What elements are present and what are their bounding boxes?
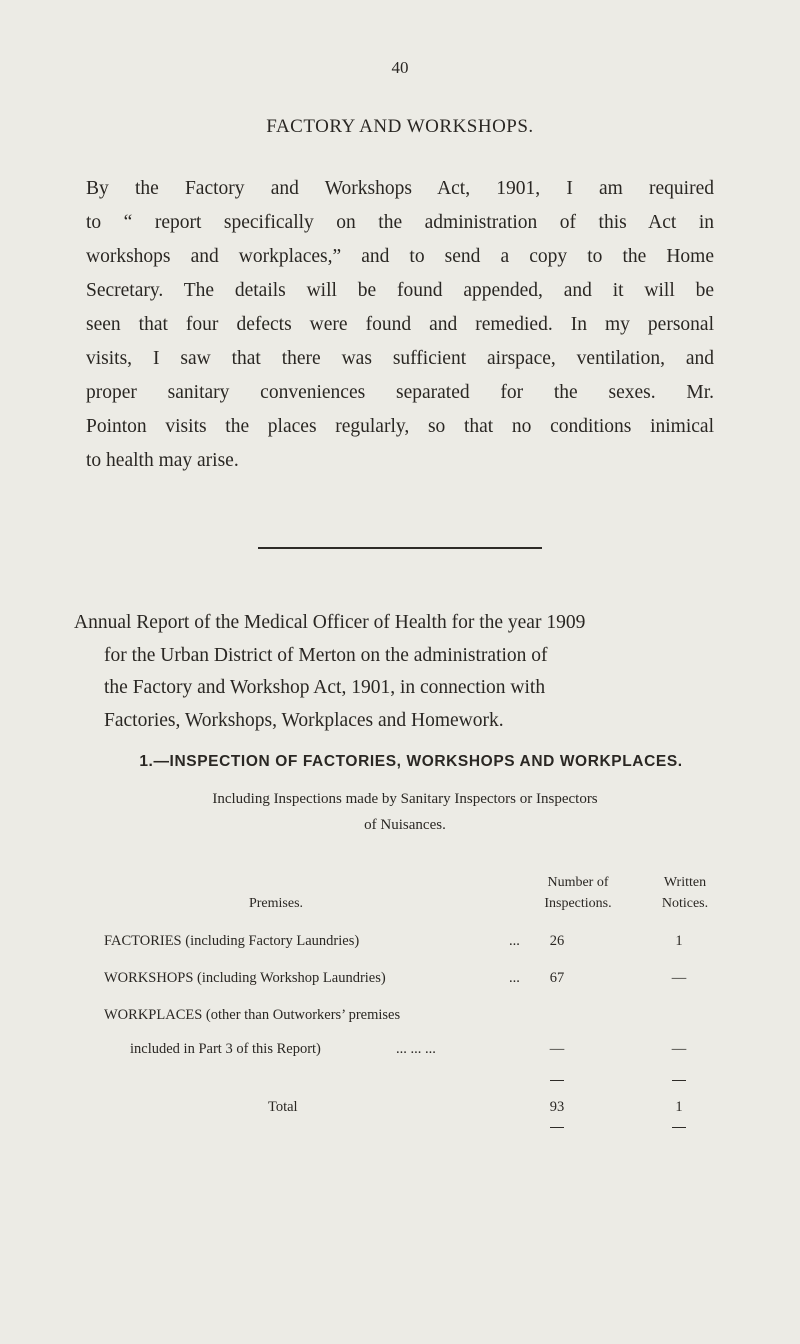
intro-line: By the Factory and Workshops Act, 1901, I am required <box>86 178 714 199</box>
sum-rule <box>550 1127 564 1128</box>
report-title-line: Factories, Workshops, Workplaces and Homework. <box>104 709 504 731</box>
report-title-line: Annual Report of the Medical Officer of Health for the year 1909 <box>74 612 586 633</box>
column-header-inspections <box>528 872 628 914</box>
row-premises: FACTORIES (including Factory Laundries) <box>104 933 360 949</box>
row-notices: — <box>671 1041 687 1057</box>
inspection-heading: 1.—INSPECTION OF FACTORIES, WORKSHOPS AND WORKPLACES. <box>139 753 683 770</box>
row-premises: WORKPLACES (other than Outworkers’ premises <box>104 1007 401 1023</box>
row-premises: WORKSHOPS (including Workshop Laundries) <box>104 970 386 986</box>
intro-line: Pointon visits the places regularly, so that no conditions inimical <box>86 416 714 437</box>
inspection-note <box>0 786 800 838</box>
intro-line: visits, I saw that there was sufficient airspace, ventilation, and <box>86 348 714 369</box>
page-number: 40 <box>391 58 409 77</box>
column-header-notices-line: Notices. <box>661 896 709 911</box>
inspection-note-line: of Nuisances. <box>364 817 446 833</box>
report-title <box>74 607 714 737</box>
dot-leader: ... <box>509 970 520 986</box>
report-title-line: for the Urban District of Merton on the administration of <box>104 644 548 666</box>
total-label: Total <box>268 1099 298 1115</box>
dot-leader: ... ... ... <box>396 1041 436 1057</box>
row-inspections: 26 <box>549 933 565 949</box>
section-divider <box>258 547 542 549</box>
total-inspections: 93 <box>549 1099 565 1115</box>
column-header-inspections-line: Number of <box>547 875 609 890</box>
row-inspections: — <box>549 1041 565 1057</box>
sum-rule <box>672 1080 686 1081</box>
row-notices: 1 <box>675 933 683 949</box>
column-header-inspections-line: Inspections. <box>544 896 612 911</box>
total-notices: 1 <box>675 1099 683 1115</box>
inspection-note-line: Including Inspections made by Sanitary Inspectors or Inspectors <box>212 791 598 807</box>
column-header-notices <box>640 872 730 914</box>
section-title: FACTORY AND WORKSHOPS. <box>266 116 534 137</box>
intro-line: Secretary. The details will be found appended, and it will be <box>86 280 714 301</box>
column-header-notices-line: Written <box>663 875 707 890</box>
intro-line: proper sanitary conveniences separated for the sexes. Mr. <box>86 382 714 403</box>
sum-rule <box>672 1127 686 1128</box>
report-title-line: the Factory and Workshop Act, 1901, in connection with <box>104 677 546 698</box>
row-notices: — <box>671 970 687 986</box>
intro-line: seen that four defects were found and remedied. In my personal <box>86 314 714 335</box>
intro-line: to health may arise. <box>86 450 239 471</box>
sum-rule <box>550 1080 564 1081</box>
row-premises-continued: included in Part 3 of this Report) <box>130 1041 321 1057</box>
row-inspections: 67 <box>549 970 565 986</box>
intro-paragraph <box>86 172 714 478</box>
intro-line: workshops and workplaces,” and to send a copy to the Home <box>86 246 714 267</box>
dot-leader: ... <box>509 933 520 949</box>
intro-line: to “ report specifically on the administration of this Act in <box>86 212 714 233</box>
column-header-premises: Premises. <box>248 896 304 911</box>
